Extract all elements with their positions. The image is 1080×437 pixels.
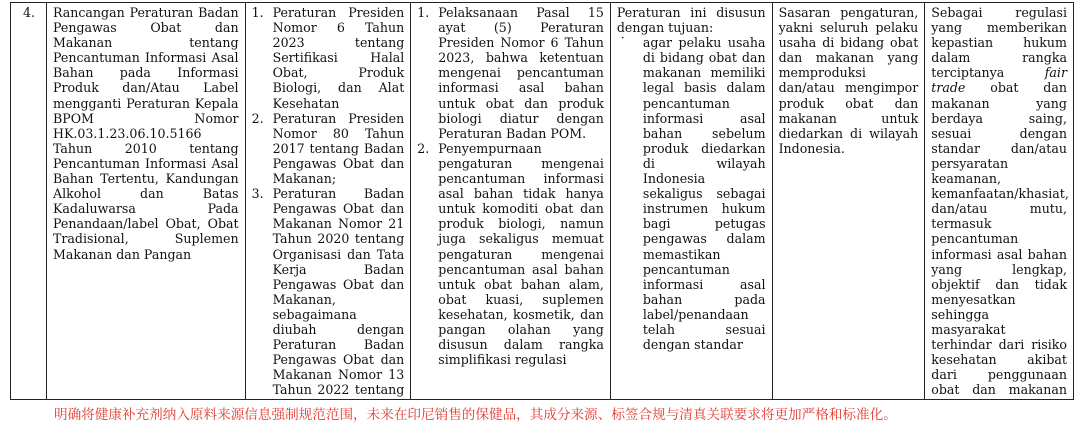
row-number bbox=[11, 3, 47, 399]
list-item-text: Peraturan Presiden Nomor 80 Tahun 2017 tentang Badan Pengawas Obat dan Makanan; bbox=[272, 110, 405, 187]
list-item-number: 1. bbox=[251, 5, 264, 20]
purpose-cell bbox=[611, 3, 773, 399]
list-item-text: Peraturan Presiden Nomor 6 Tahun 2023 tentang Sertifikasi Halal Obat, Produk Biologi, dan Alat Kesehatan bbox=[272, 5, 405, 111]
list-item bbox=[252, 111, 405, 186]
benefit-cell bbox=[925, 3, 1073, 399]
list-item-number: 3. bbox=[251, 186, 264, 202]
purpose-body: agar pelaku usaha di bidang obat dan makanan memiliki legal basis dalam pencantuman informasi asal bahan sebelum produk diedarkan di wilayah Indonesia sekaligus sebagai instrumen hukum bagi petugas pengawas dalam memastikan pencantuman informasi asal bahan pada label/penandaan telah sesuai dengan standar bbox=[642, 35, 766, 353]
list-item-text: Penyempurnaan pengaturan mengenai pencantuman informasi asal bahan tidak hanya untuk komoditi obat dan produk biologi, namun juga sekaligus memuat pengaturan mengenai pencantuman asal bahan untuk obat bahan alam, obat kuasi, suplemen kesehatan, kosmetik, dan pangan olahan yang disusun dalam rangka simplifikasi regulasi bbox=[438, 140, 604, 368]
regulation-title-cell bbox=[47, 3, 246, 399]
target-text: Sasaran pengaturan, yakni seluruh pelaku usaha di bidang obat dan makanan yang memproduksi dan/atau mengimpor produk obat dan makanan untuk diedarkan di wilayah Indonesia. bbox=[778, 5, 919, 156]
regulation-table bbox=[10, 2, 1074, 400]
background-list bbox=[417, 5, 604, 367]
list-item bbox=[252, 186, 405, 399]
list-item bbox=[417, 141, 604, 367]
purpose-intro: Peraturan ini disusun dengan tujuan: bbox=[616, 5, 766, 36]
benefit-text-a: Sebagai regulasi yang memberikan kepastian hukum dalam rangka terciptanya bbox=[931, 5, 1067, 81]
list-item-number: 2. bbox=[251, 110, 264, 126]
legal-basis-list bbox=[252, 5, 405, 399]
list-item-text: Pelaksanaan Pasal 15 ayat (5) Peraturan Presiden Nomor 6 Tahun 2023, bahwa ketentuan mengenai pencantuman informasi asal bahan untuk obat dan produk biologi diatur dengan Peraturan Badan POM. bbox=[438, 5, 604, 141]
target-cell bbox=[773, 3, 926, 399]
list-item-number: 1. bbox=[417, 5, 430, 20]
benefit-text-b: obat dan makanan yang berdaya saing, sesuai dengan standar dan/atau persyaratan keamanan, kemanfaatan/khasiat, dan/atau mutu, termasuk pencantuman informasi asal bahan yang lengkap, objektif dan tidak menyesatkan sehingga masyarakat terhindar dari risiko kesehatan akibat dari penggunaan obat dan makanan bbox=[931, 80, 1069, 398]
list-item bbox=[417, 5, 604, 141]
benefit-emphasis: fair trade bbox=[931, 65, 1067, 96]
purpose-bullet-item bbox=[617, 31, 766, 353]
legal-basis-cell bbox=[246, 3, 412, 399]
row-number-text: 4. bbox=[23, 5, 36, 20]
list-item-number: 2. bbox=[417, 140, 430, 156]
regulation-title-text: Rancangan Peraturan Badan Pengawas Obat dan Makanan tentang Pencantuman Informasi Asal Bahan pada Informasi Produk dan/Atau Label mengganti Peraturan Kepala BPOM Nomor HK.03.1.23.06.10.5166 Tahun 2010 tentang Pencantuman Informasi Asal Bahan Tertentu, Kandungan Alkohol dan Batas Kadaluwarsa Pada Penandaan/label Obat, Obat Tradisional, Suplemen Makanan dan Pangan bbox=[52, 5, 239, 262]
list-item-text: Peraturan Badan Pengawas Obat dan Makanan Nomor 21 Tahun 2020 tentang Organisasi dan Tata Kerja Badan Pengawas Obat dan Makanan, sebagaimana diubah dengan Peraturan Badan Pengawas Obat dan Makanan Nomor 13 Tahun 2022 tentang bbox=[272, 186, 405, 398]
background-cell bbox=[411, 3, 611, 399]
bullet-icon: · bbox=[620, 31, 625, 46]
chinese-annotation: 明确将健康补充剂纳入原料来源信息强制规范范围，未来在印尼销售的保健品，其成分来源、标签合规与清真关联要求将更加严格和标准化。 bbox=[54, 407, 897, 423]
list-item bbox=[252, 5, 405, 111]
